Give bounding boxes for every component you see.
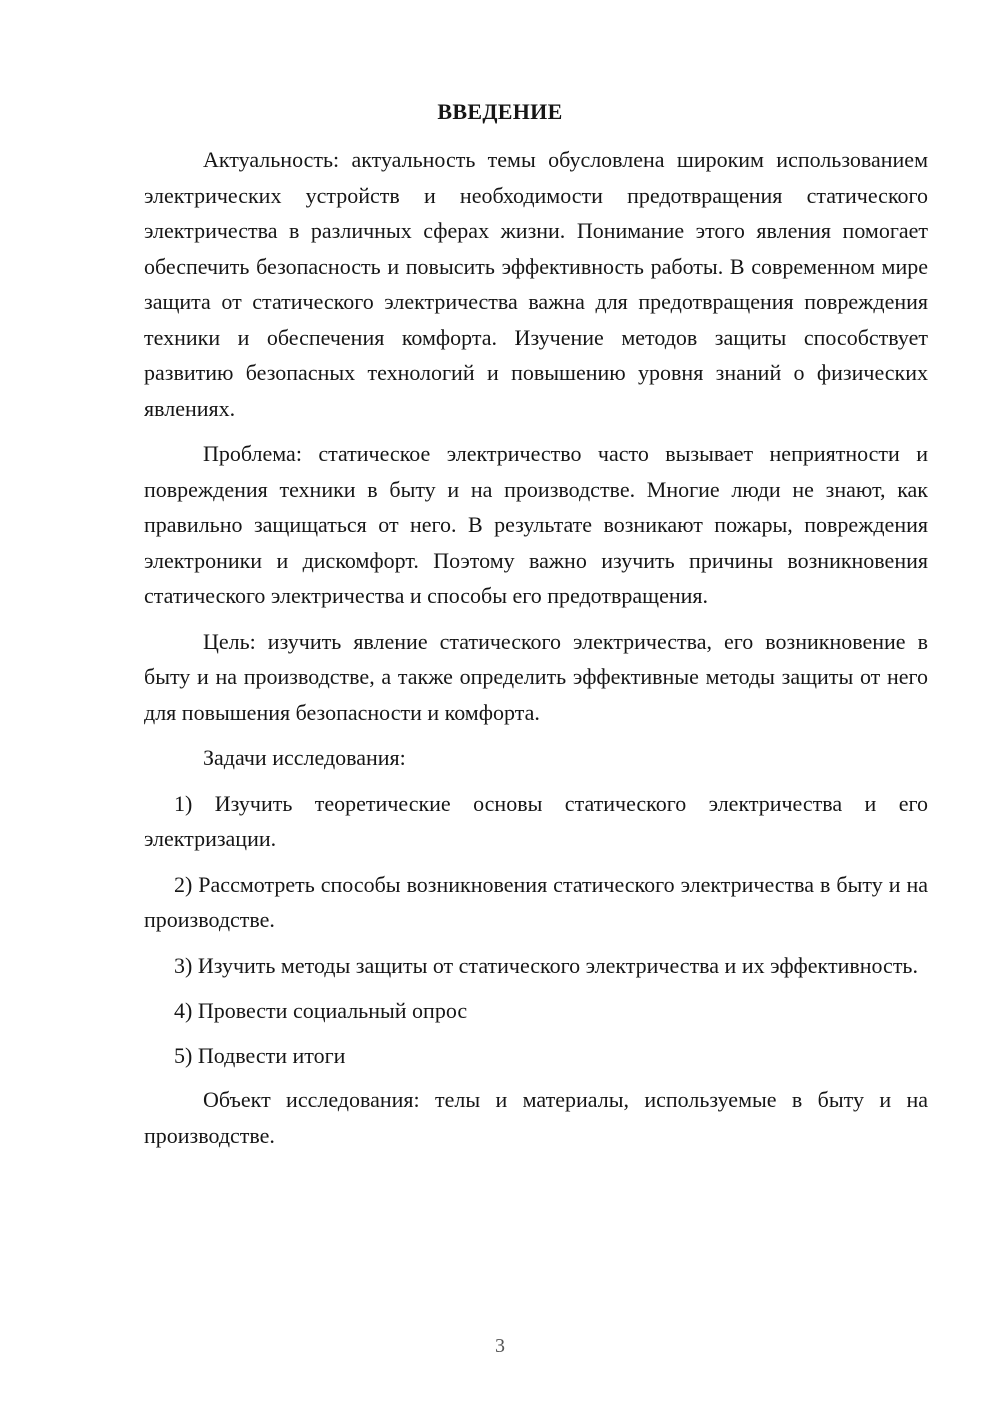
tasks-heading: Задачи исследования: (203, 745, 406, 770)
object-paragraph: Объект исследования: телы и материалы, используемые в быту и на производстве. (144, 1087, 928, 1148)
problem-paragraph: Проблема: статическое электричество часто вызывает неприятности и повреждения техники в быту и на производстве. Многие люди не знают, как правильно защищаться от него. В результате возникают пожары, повреждения электроники и дискомфорт. Поэтому важно изучить причины возникновения статического электричества и способы его предотвращения. (144, 441, 928, 608)
section-title: ВВЕДЕНИЕ (437, 99, 563, 124)
task-item-1: 1) Изучить теоретические основы статического электричества и его электризации. (144, 790, 928, 851)
task-item-2: 2) Рассмотреть способы возникновения статического электричества в быту и на производстве. (144, 871, 928, 932)
page-number: 3 (495, 1335, 505, 1357)
introduction-body (144, 142, 928, 1153)
task-item-3: 3) Изучить методы защиты от статического электричества и их эффективность. (174, 952, 918, 978)
task-item-5: 5) Подвести итоги (174, 1042, 346, 1068)
relevance-paragraph: Актуальность: актуальность темы обусловлена широким использованием электрических устройств и необходимости предотвращения статического электричества в различных сферах жизни. Понимание этого явления помогает обеспечить безопасность и повысить эффективность работы. В современном мире защита от статического электричества важна для предотвращения повреждения техники и обеспечения комфорта. Изучение методов защиты способствует развитию безопасных технологий и повышению уровня знаний о физических явлениях. (144, 147, 928, 421)
task-item-4: 4) Провести социальный опрос (174, 998, 468, 1023)
goal-paragraph: Цель: изучить явление статического электричества, его возникновение в быту и на производстве, а также определить эффективные методы защиты от него для повышения безопасности и комфорта. (144, 628, 928, 725)
